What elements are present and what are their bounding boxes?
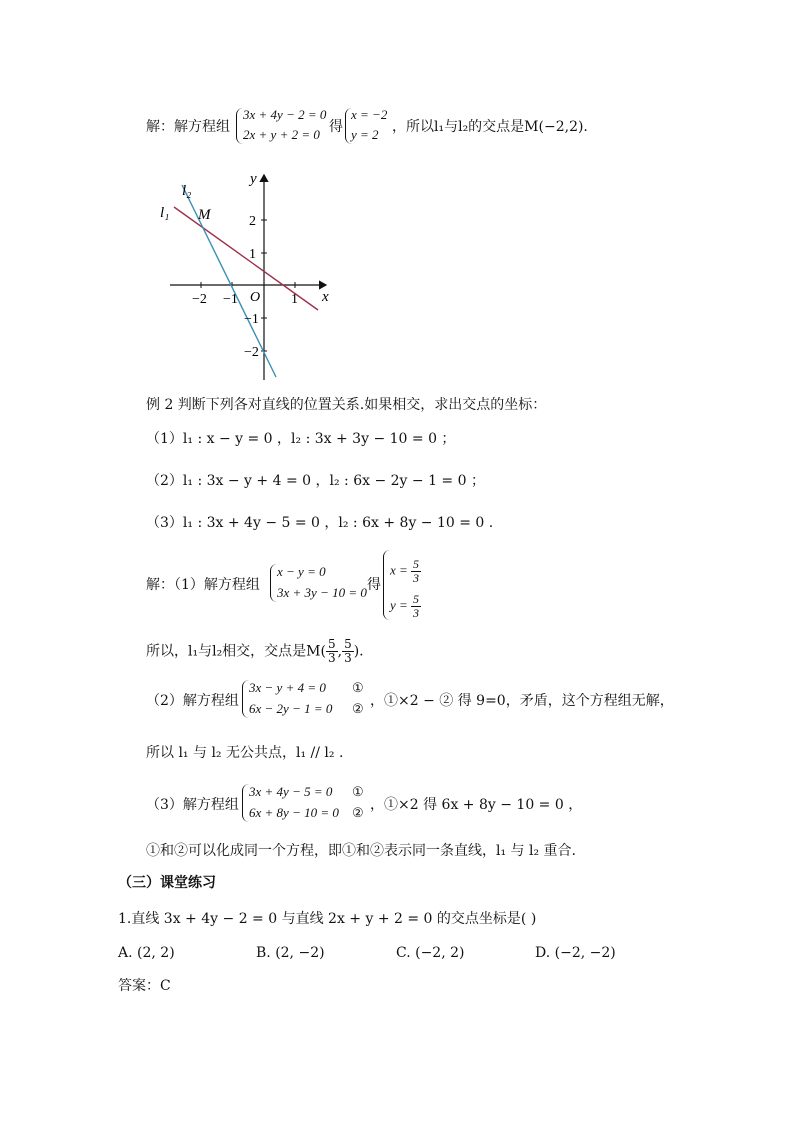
ex2-item1: （1）l₁ : x − y = 0 ，l₂ : 3x + 3y − 10 = 0 ； (146, 431, 456, 447)
sol2-p3-text: ，①×2 得 6x + 8y − 10 = 0 ， (370, 797, 583, 813)
sol2-p3-eq2: 6x + 8y − 10 = 0 (249, 805, 339, 820)
sol1-eq1: 3x + 4y − 2 = 0 (243, 107, 327, 122)
res-y-label: y = (390, 597, 408, 613)
option-a: A. (2, 2) (118, 945, 175, 961)
origin-label: O (250, 290, 261, 305)
option-c: C. (−2, 2) (396, 945, 465, 961)
sol2-p3-eq1: 3x + 4y − 5 = 0 (249, 784, 333, 799)
x-axis-label: x (322, 289, 329, 305)
sol2-p1-eq2: 3x + 3y − 10 = 0 (277, 585, 367, 600)
sol2-p2-eq1: 3x − y + 4 = 0 (249, 680, 326, 695)
y-axis-label: y (250, 171, 257, 187)
mark-2: ② (352, 805, 364, 820)
practice-q1: 1.直线 3x + 4y − 2 = 0 与直线 2x + y + 2 = 0 的交点坐标是( ) (118, 911, 537, 927)
sol2-p2-prefix: （2）解方程组 (146, 693, 239, 709)
sol1-eq2: 2x + y + 2 = 0 (243, 127, 320, 142)
answer: 答案：C (118, 978, 171, 994)
y-tick-label: 2 (249, 214, 256, 229)
sol2-p3-conclusion: ①和②可以化成同一个方程，即①和②表示同一条直线，l₁ 与 l₂ 重合. (146, 843, 576, 859)
sol2-p1-prefix: 解：（1）解方程组 (146, 577, 260, 593)
sol2-p2-eq2: 6x − 2y − 1 = 0 (249, 701, 333, 716)
x-tick-label: −2 (192, 292, 207, 307)
x-tick-label: −1 (223, 292, 238, 307)
sol1-prefix: 解：解方程组 (146, 119, 230, 135)
sol2-p2-conclusion: 所以 l₁ 与 l₂ 无公共点，l₁ // l₂ . (146, 745, 344, 761)
sol2-p1-eq1: x − y = 0 (277, 564, 326, 579)
system-brace (236, 108, 243, 144)
intersection-graph (150, 165, 340, 385)
fraction: $\frac{5}{3}$ (413, 557, 420, 585)
ex2-title: 例 2 判断下列各对直线的位置关系.如果相交，求出交点的坐标： (146, 397, 547, 413)
sol2-p1-conclusion: 所以，l₁与l₂相交，交点是M( $\frac{5}{3}$ , $\frac{5}{3}$ ). (146, 637, 364, 665)
point-m-label: M (198, 207, 211, 223)
line2-label: l₂ (182, 183, 192, 199)
sol1-conclusion: ，所以l₁与l₂的交点是M(−2,2). (392, 119, 588, 135)
mark-1: ① (352, 680, 364, 695)
option-b: B. (2, −2) (256, 945, 325, 961)
y-tick-label: 1 (249, 247, 256, 262)
fraction: $\frac{5}{3}$ (344, 637, 352, 665)
sol2-p3-prefix: （3）解方程组 (146, 797, 239, 813)
system-brace (242, 784, 249, 822)
res-y-row (390, 593, 421, 620)
y-tick-label: −1 (244, 312, 259, 327)
y-tick-label: −2 (244, 345, 259, 360)
sol1-res1: x = −2 (351, 107, 388, 122)
res-x-label: x = (390, 562, 408, 578)
sol1-de: 得 (329, 119, 343, 135)
ex2-item2: （2）l₁ : 3x − y + 4 = 0 ，l₂ : 6x − 2y − 1 = 0 ； (146, 473, 485, 489)
line-l2 (182, 185, 276, 377)
ex2-item3: （3）l₁ : 3x + 4y − 5 = 0 ，l₂ : 6x + 8y − 10 = 0 . (146, 515, 494, 531)
practice-heading: （三）课堂练习 (118, 875, 216, 891)
fraction: $\frac{5}{3}$ (327, 637, 336, 665)
line1-label: l₁ (160, 205, 170, 221)
sol2-p2-text: ，①×2 − ② 得 9=0，矛盾，这个方程组无解， (370, 693, 674, 709)
option-d: D. (−2, −2) (535, 945, 616, 961)
system-brace (242, 680, 249, 718)
result-brace (383, 550, 390, 620)
res-x-row (390, 558, 421, 585)
sol2-p1-de: 得 (367, 577, 381, 593)
fraction: $\frac{5}{3}$ (413, 592, 420, 620)
x-tick-label: 1 (291, 292, 298, 307)
mark-2: ② (352, 701, 364, 716)
mark-1: ① (352, 784, 364, 799)
system-brace (270, 564, 277, 602)
sol1-res2: y = 2 (351, 127, 379, 142)
